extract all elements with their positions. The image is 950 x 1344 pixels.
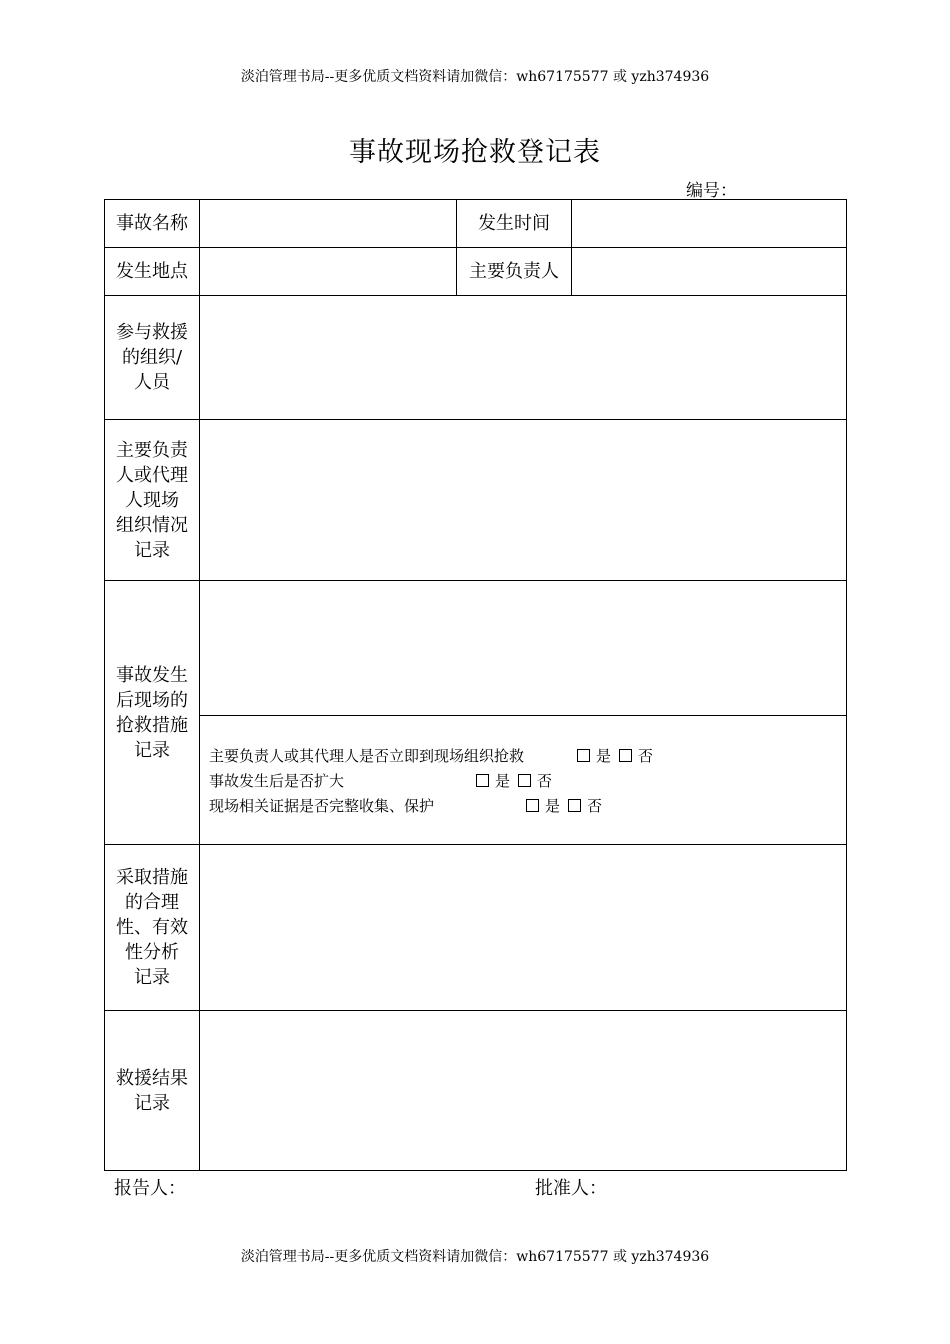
check-item	[209, 744, 846, 769]
approver-label: 批准人：	[535, 1178, 607, 1199]
table-row	[105, 420, 847, 581]
location-label: 发生地点	[105, 248, 200, 296]
occurrence-time-label: 发生时间	[457, 200, 572, 248]
yes-checkbox[interactable]	[577, 749, 590, 762]
rescue-measures-field[interactable]	[200, 581, 847, 716]
label-line: 人员	[134, 372, 170, 393]
rescue-registration-table	[104, 199, 847, 1171]
label-line: 记录	[134, 1092, 170, 1114]
check-item	[209, 769, 846, 794]
result-field[interactable]	[200, 1011, 847, 1171]
yes-label: 是	[596, 747, 612, 765]
analysis-label	[105, 845, 200, 1011]
table-row	[105, 581, 847, 716]
label-line: 组织情况	[116, 514, 188, 536]
label-line: 记录	[134, 539, 170, 561]
form-title: 事故现场抢救登记表	[349, 137, 601, 168]
no-checkbox[interactable]	[518, 774, 531, 787]
analysis-field[interactable]	[200, 845, 847, 1011]
check-question: 事故发生后是否扩大	[209, 772, 345, 790]
label-line: 采取措施	[116, 867, 188, 888]
no-label: 否	[587, 797, 603, 815]
serial-label: 编号：	[686, 181, 737, 201]
table-row	[105, 845, 847, 1011]
label-line: 的组织/	[121, 347, 183, 368]
table-row	[105, 200, 847, 248]
table-row	[105, 1011, 847, 1171]
label-line: 救援结果	[116, 1067, 188, 1089]
no-checkbox[interactable]	[568, 799, 581, 812]
label-line: 后现场的	[116, 689, 188, 711]
main-responsible-label: 主要负责人	[457, 248, 572, 296]
yes-checkbox[interactable]	[526, 799, 539, 812]
yes-label: 是	[545, 797, 561, 815]
label-line: 抢救措施	[116, 714, 188, 736]
reporter-signature	[114, 1174, 266, 1200]
label-line: 记录	[134, 967, 170, 988]
label-line: 事故发生	[116, 664, 188, 686]
organization-record-label	[105, 420, 200, 581]
serial-number	[686, 176, 797, 201]
organization-record-field[interactable]	[200, 420, 847, 581]
reporter-label: 报告人：	[114, 1178, 186, 1199]
rescue-checklist	[200, 716, 846, 819]
accident-name-label: 事故名称	[105, 200, 200, 248]
yes-label: 是	[495, 772, 511, 790]
rescue-orgs-label	[105, 296, 200, 420]
header-watermark-note: 淡泊管理书局--更多优质文档资料请加微信：wh67175577 或 yzh374936	[240, 69, 710, 85]
check-options	[577, 744, 653, 769]
check-options	[526, 794, 602, 819]
label-line: 性分析	[125, 942, 179, 963]
main-responsible-field[interactable]	[572, 248, 847, 296]
table-row	[105, 716, 847, 845]
label-line: 参与救援	[116, 322, 188, 343]
check-options	[476, 769, 552, 794]
approver-signature	[535, 1174, 687, 1200]
check-item	[209, 794, 846, 819]
yes-checkbox[interactable]	[476, 774, 489, 787]
rescue-orgs-field[interactable]	[200, 296, 847, 420]
result-label	[105, 1011, 200, 1171]
location-field[interactable]	[200, 248, 457, 296]
rescue-measures-label	[105, 581, 200, 845]
occurrence-time-field[interactable]	[572, 200, 847, 248]
table-row	[105, 296, 847, 420]
table-row	[105, 248, 847, 296]
no-checkbox[interactable]	[619, 749, 632, 762]
accident-name-field[interactable]	[200, 200, 457, 248]
label-line: 的合理	[125, 892, 179, 913]
check-question: 主要负责人或其代理人是否立即到现场组织抢救	[209, 747, 525, 765]
label-line: 人现场	[125, 489, 179, 511]
footer-watermark-note: 淡泊管理书局--更多优质文档资料请加微信：wh67175577 或 yzh374936	[240, 1249, 710, 1265]
label-line: 性、有效	[116, 917, 188, 938]
label-line: 主要负责	[116, 439, 188, 461]
label-line: 人或代理	[116, 464, 188, 486]
label-line: 记录	[134, 739, 170, 761]
no-label: 否	[537, 772, 553, 790]
no-label: 否	[638, 747, 654, 765]
check-question: 现场相关证据是否完整收集、保护	[209, 797, 435, 815]
rescue-checks-cell	[200, 716, 847, 845]
